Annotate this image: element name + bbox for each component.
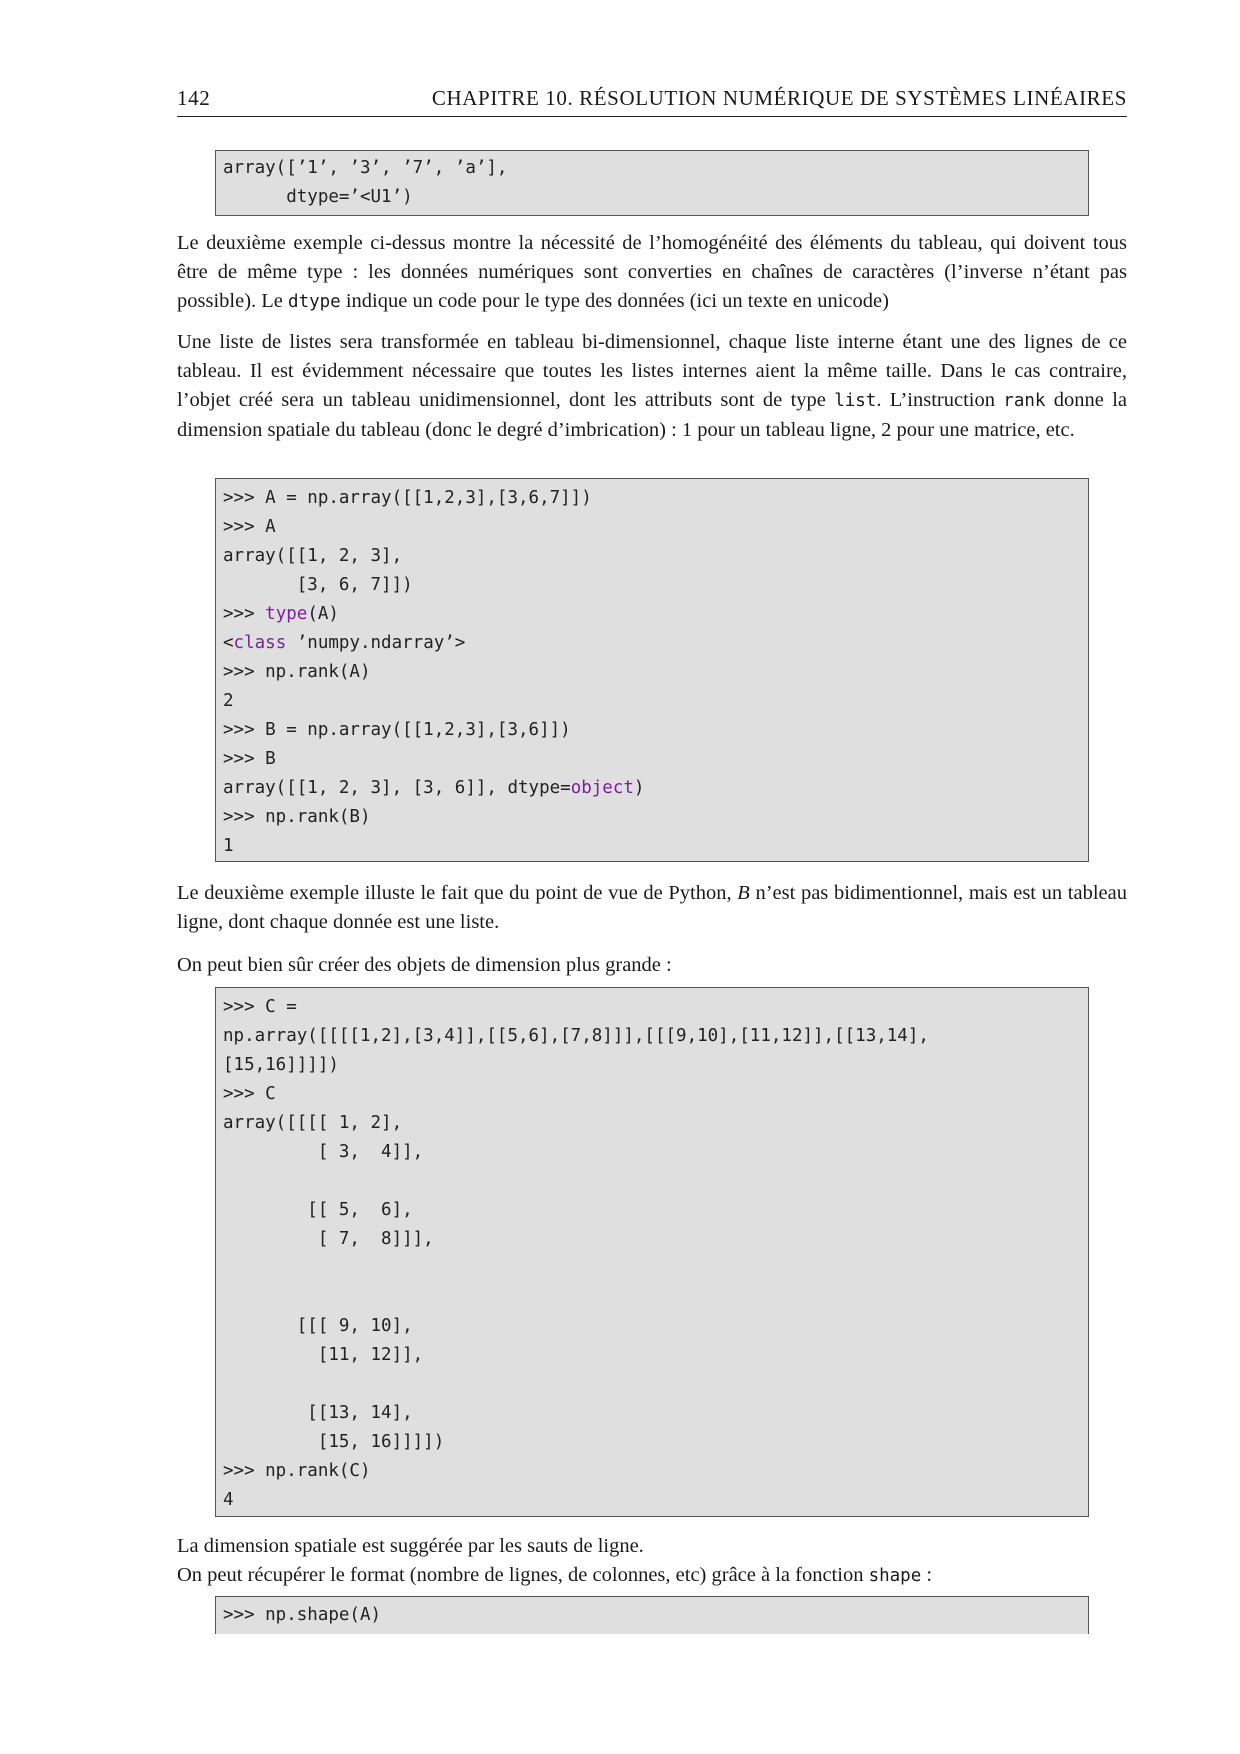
code-line: [[[ 9, 10],	[223, 1316, 413, 1336]
inline-code: dtype	[288, 292, 341, 312]
code-line: [[ 5, 6],	[223, 1200, 413, 1220]
code-line	[223, 1167, 1088, 1196]
code-line: array([[1, 2, 3],	[223, 546, 403, 566]
code-text: )	[633, 778, 645, 798]
code-line: 4	[223, 1490, 234, 1510]
paragraph-higher-dim	[177, 951, 1127, 980]
code-text: <	[223, 633, 234, 653]
code-line: dtype=’<U1’)	[223, 187, 413, 207]
page-header	[177, 86, 1127, 117]
code-block-3	[215, 987, 1089, 1517]
paragraph-text: Le deuxième exemple illuste le fait que du point de vue de Python,	[177, 882, 738, 904]
code-line: np.array([[[[1,2],[3,4]],[[5,6],[7,8]]],[[[9,10],[11,12]],[[13,14],	[223, 1026, 929, 1046]
code-line: >>> C =	[223, 997, 297, 1017]
code-line: [11, 12]],	[223, 1345, 424, 1365]
code-line: >>> B = np.array([[1,2,3],[3,6]])	[223, 720, 571, 740]
paragraph-text: Le deuxième exemple ci-dessus montre la nécessité de l’homogénéité des éléments du tableau, qui doivent tous être de même type : les données numériques sont converties en chaînes de caractères (l’inverse n’étant pas possible). Le	[177, 232, 1127, 312]
code-keyword: type	[265, 604, 308, 624]
code-text: ’numpy.ndarray’>	[286, 633, 466, 653]
code-line	[223, 1254, 1088, 1283]
paragraph-text: La dimension spatiale est suggérée par les sauts de ligne.	[177, 1535, 644, 1557]
code-line: >>> A = np.array([[1,2,3],[3,6,7]])	[223, 488, 592, 508]
code-line	[223, 600, 1088, 629]
code-keyword: class	[233, 633, 287, 653]
code-text: (A)	[307, 604, 339, 624]
code-line	[223, 1283, 1088, 1312]
code-line: [15, 16]]]])	[223, 1432, 445, 1452]
code-line: [[13, 14],	[223, 1403, 413, 1423]
code-line: 2	[223, 691, 234, 711]
code-line: [3, 6, 7]])	[223, 575, 413, 595]
code-line	[223, 1370, 1088, 1399]
code-line: [15,16]]]])	[223, 1055, 339, 1075]
inline-code: shape	[868, 1566, 922, 1586]
inline-code: list	[834, 391, 877, 411]
code-block-4	[215, 1596, 1089, 1634]
code-line: array([[[[ 1, 2],	[223, 1113, 403, 1133]
paragraph-shape	[177, 1532, 1127, 1591]
code-line	[223, 629, 1088, 658]
paragraph-text: Une liste de listes sera transformée en tableau bi-dimensionnel, chaque liste interne étant une des lignes de ce tableau. Il est évidemment nécessaire que toutes les listes internes aient la même taille. Dans le cas contraire, l’objet créé sera un tableau unidimensionnel, dont les attributs sont de type	[177, 331, 1127, 411]
code-line: >>> B	[223, 749, 276, 769]
paragraph-text: :	[921, 1564, 933, 1586]
code-line: array([’1’, ’3’, ’7’, ’a’],	[223, 158, 508, 178]
code-line	[223, 774, 1088, 803]
chapter-title: CHAPITRE 10. RÉSOLUTION NUMÉRIQUE DE SYSTÈMES LINÉAIRES	[431, 86, 1127, 110]
paragraph-text: n’est pas bidimentionnel, mais est un tableau ligne, dont chaque donnée est une liste.	[177, 882, 1127, 933]
code-keyword: object	[570, 778, 634, 798]
code-line: >>> np.rank(C)	[223, 1461, 371, 1481]
paragraph-list-of-lists	[177, 328, 1127, 445]
paragraph-b-not-2d	[177, 879, 1127, 937]
paragraph-text: . L’instruction	[876, 389, 1004, 411]
paragraph-text: donne la dimension spatiale du tableau (donc le degré d’imbrication) : 1 pour un tableau ligne, 2 pour une matrice, etc.	[177, 389, 1127, 441]
paragraph-line	[177, 1561, 1127, 1591]
code-line: 1	[223, 836, 234, 856]
code-line: [ 7, 8]]],	[223, 1229, 434, 1249]
code-text: >>>	[223, 604, 266, 624]
paragraph-text: On peut récupérer le format (nombre de lignes, de colonnes, etc) grâce à la fonction	[177, 1564, 869, 1586]
code-line: >>> C	[223, 1084, 276, 1104]
code-text: array([[1, 2, 3], [3, 6]], dtype=	[223, 778, 571, 798]
code-line: >>> A	[223, 517, 276, 537]
code-line: >>> np.rank(B)	[223, 807, 371, 827]
code-block-2	[215, 478, 1089, 862]
code-block-1	[215, 150, 1089, 216]
paragraph-text: On peut bien sûr créer des objets de dimension plus grande :	[177, 954, 672, 976]
paragraph-text: indique un code pour le type des données (ici un texte en unicode)	[340, 290, 889, 312]
code-line: >>> np.rank(A)	[223, 662, 371, 682]
math-variable: B	[737, 882, 750, 904]
code-line: [ 3, 4]],	[223, 1142, 424, 1162]
paragraph-dtype	[177, 229, 1127, 317]
code-line: >>> np.shape(A)	[223, 1605, 382, 1625]
page-number: 142	[177, 86, 211, 110]
inline-code: rank	[1003, 391, 1046, 411]
